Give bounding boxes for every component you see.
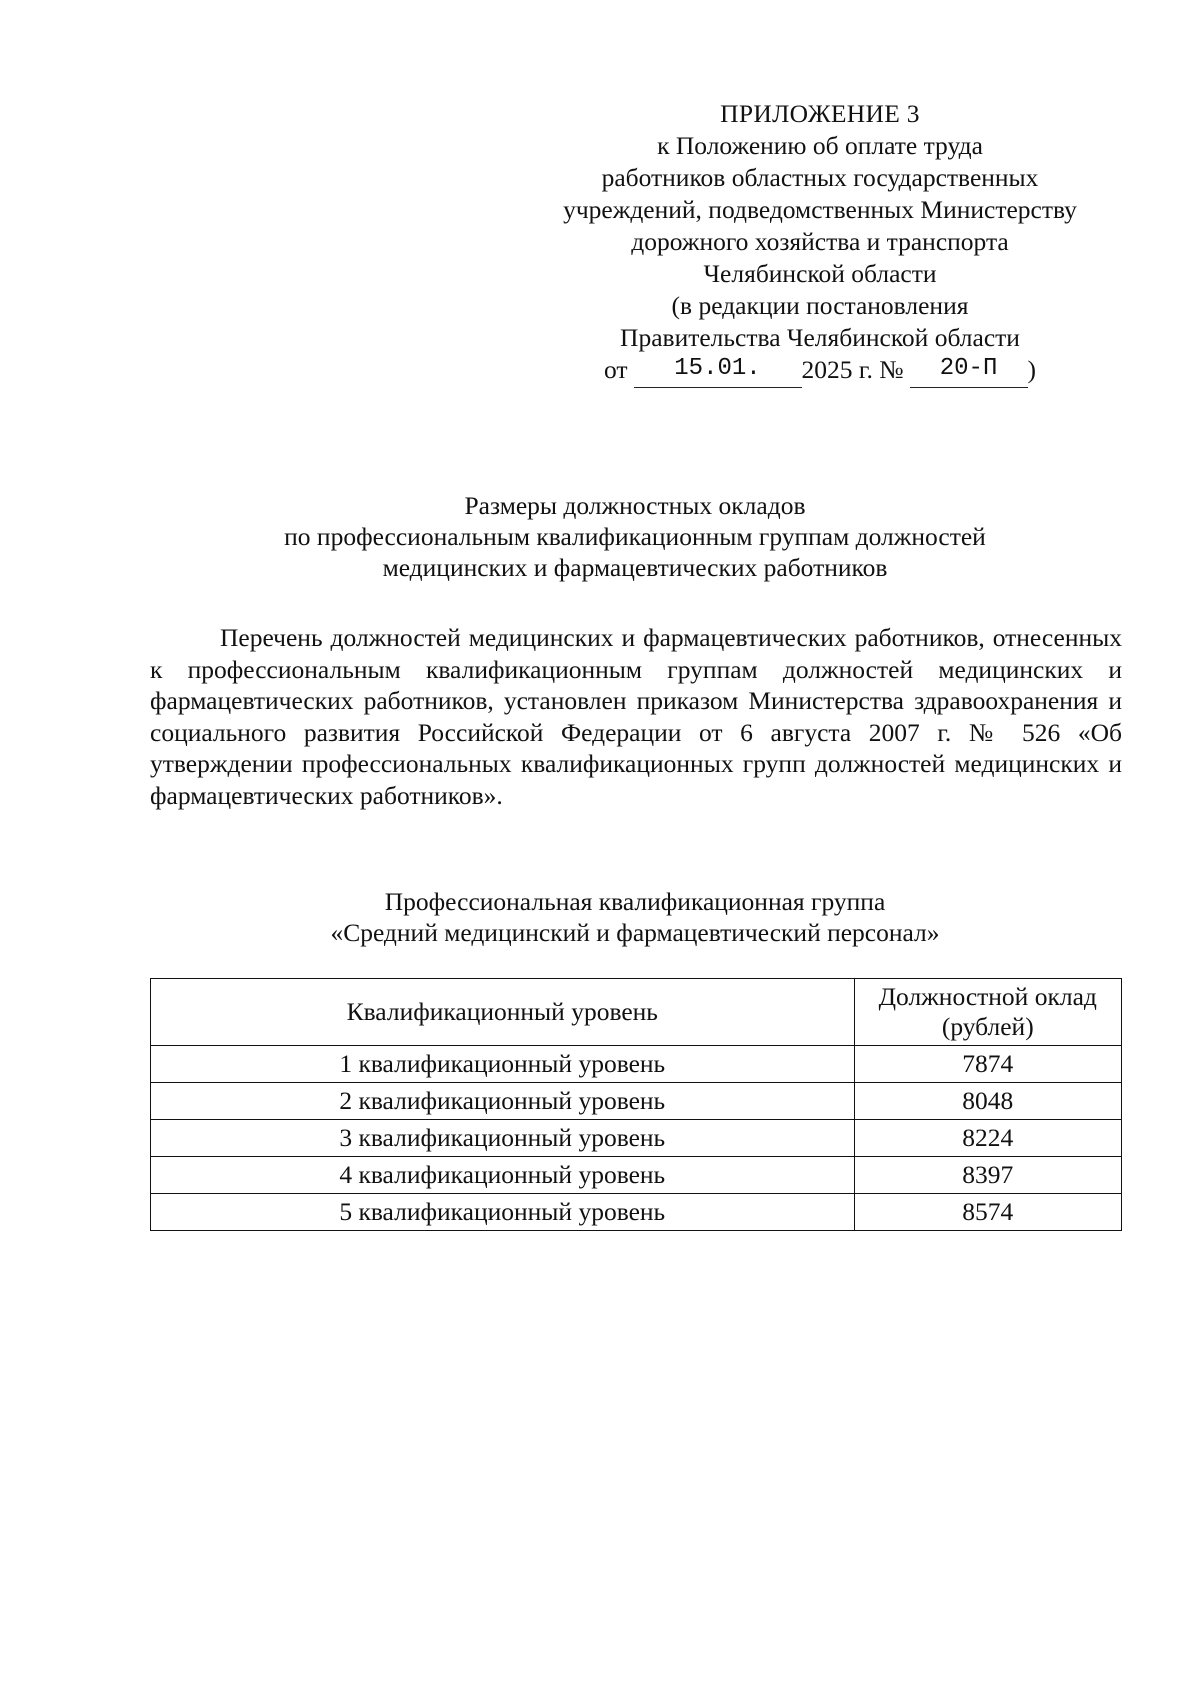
number-value: 20-П xyxy=(939,355,998,382)
salary-cell: 8224 xyxy=(854,1120,1121,1157)
level-cell: 2 квалификационный уровень xyxy=(151,1083,855,1120)
appendix-line: работников областных государственных xyxy=(601,163,1039,192)
table-row xyxy=(151,1120,1122,1157)
header-salary-line2: (рублей) xyxy=(941,1012,1034,1041)
table-row xyxy=(151,1083,1122,1120)
header-level: Квалификационный уровень xyxy=(151,979,855,1046)
header-salary xyxy=(854,979,1121,1046)
appendix-title: ПРИЛОЖЕНИЕ 3 xyxy=(720,99,920,128)
appendix-line: (в редакции постановления xyxy=(671,291,969,320)
closing-paren: ) xyxy=(1027,355,1037,384)
group-heading-line: Профессиональная квалификационная группа xyxy=(384,887,886,916)
body-paragraph: Перечень должностей медицинских и фармацевтических работников, отнесенных к профессиональным квалификационным группам должностей медицинских и фармацевтических работников, установлен приказом Министерства здравоохранения и социального развития Российской Федерации от 6 августа 2007 г. № 526 «Об утверждении профессиональных квалификационных групп должностей медицинских и фармацевтических работников». xyxy=(150,623,1122,810)
level-cell: 3 квалификационный уровень xyxy=(151,1120,855,1157)
date-field xyxy=(634,356,802,388)
table-row xyxy=(151,1157,1122,1194)
table-row xyxy=(151,1194,1122,1231)
resolution-date-line xyxy=(520,354,1120,388)
salary-cell: 8397 xyxy=(854,1157,1121,1194)
heading-line: по профессиональным квалификационным группам должностей xyxy=(284,522,986,551)
group-heading-line: «Средний медицинский и фармацевтический персонал» xyxy=(330,918,940,947)
heading-line: медицинских и фармацевтических работников xyxy=(382,553,888,582)
appendix-line: дорожного хозяйства и транспорта xyxy=(631,227,1009,256)
level-cell: 5 квалификационный уровень xyxy=(151,1194,855,1231)
date-value: 15.01. xyxy=(674,355,761,382)
document-heading xyxy=(150,490,1120,583)
level-cell: 1 квалификационный уровень xyxy=(151,1046,855,1083)
table-header-row xyxy=(151,979,1122,1046)
salary-cell: 7874 xyxy=(854,1046,1121,1083)
table-row xyxy=(151,1046,1122,1083)
appendix-line: учреждений, подведомственных Министерству xyxy=(563,195,1077,224)
year-text: 2025 г. № xyxy=(801,355,904,384)
appendix-line: к Положению об оплате труда xyxy=(657,131,983,160)
appendix-line: Правительства Челябинской области xyxy=(620,323,1020,352)
appendix-line: Челябинской области xyxy=(703,259,937,288)
salary-table xyxy=(150,978,1122,1231)
group-heading xyxy=(150,886,1120,948)
level-cell: 4 квалификационный уровень xyxy=(151,1157,855,1194)
appendix-header xyxy=(520,98,1120,388)
date-prefix: от xyxy=(603,355,628,384)
salary-cell: 8574 xyxy=(854,1194,1121,1231)
number-field xyxy=(910,356,1028,388)
header-salary-line1: Должностной оклад xyxy=(878,982,1097,1011)
salary-cell: 8048 xyxy=(854,1083,1121,1120)
heading-line: Размеры должностных окладов xyxy=(464,491,806,520)
